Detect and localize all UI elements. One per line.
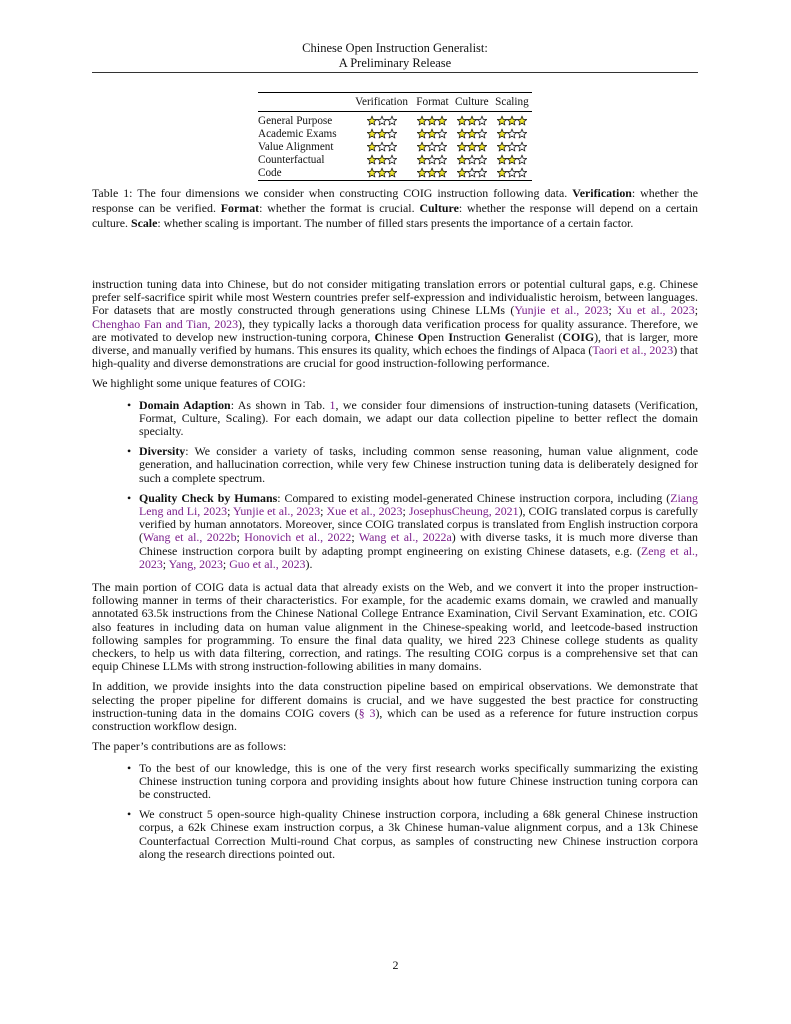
star-rating-cell: [350, 141, 413, 154]
contributions-list: [92, 762, 698, 861]
table-corner-cell: [258, 93, 350, 112]
filled-star-icon: [457, 129, 467, 138]
star-rating: [497, 154, 527, 165]
star-rating-cell: [452, 112, 492, 129]
star-rating: [497, 141, 527, 152]
filled-star-icon: [457, 155, 467, 164]
paragraph-intro: instruction tuning data into Chinese, but do not consider mitigating translation errors or potential cultural gaps, e.g. Chinese prefer self-sacrifice spirit while most Western countries prefer self-expression and individualistic heroism, between languages. For datasets that are mostly constructed through generations using Chinese LLMs (Yunjie et al., 2023; Xu et al., 2023; Chenghao Fan and Tian, 2023), they typically lacks a thorough data verification process for quality assurance. Therefore, we are motivated to develop new instruction-tuning corpora, Chinese Open Instruction Generalist (COIG), that is larger, more diverse, and manually verified by humans. This ensures its quality, which echoes the findings of Alpaca (Taori et al., 2023) that high-quality and diverse demonstrations are crucial for good instruction-following performance.: [92, 277, 698, 371]
empty-star-icon: [477, 129, 487, 138]
empty-star-icon: [387, 155, 397, 164]
empty-star-icon: [507, 142, 517, 151]
empty-star-icon: [517, 168, 527, 177]
star-rating: [457, 167, 487, 178]
column-header: Culture: [455, 96, 489, 108]
filled-star-icon: [497, 142, 507, 151]
empty-star-icon: [467, 168, 477, 177]
star-rating: [457, 141, 487, 152]
star-rating-cell: [413, 128, 452, 141]
star-rating: [417, 167, 447, 178]
filled-star-icon: [497, 168, 507, 177]
filled-star-icon: [497, 116, 507, 125]
table-row: [258, 128, 532, 141]
empty-star-icon: [467, 155, 477, 164]
list-item: • Diversity: We consider a variety of tasks, including common sense reasoning, human value alignment, code generation, and hallucination correction, while very few Chinese instruction tuning data is deliberately designed for such a complete spectrum.: [139, 445, 698, 485]
filled-star-icon: [367, 142, 377, 151]
star-rating-cell: [492, 141, 532, 154]
filled-star-icon: [377, 155, 387, 164]
star-rating-cell: [350, 112, 413, 129]
header-rule: [92, 72, 698, 73]
paragraph-main-portion: The main portion of COIG data is actual data that already exists on the Web, and we convert it into the proper instruction-following manner in terms of their characteristics. For example, for the academic exams domain, we crawled and manually annotated 63.5k instructions from the Chinese National College Entrance Examination, Civil Servant Examination, etc. COIG also features in including data on human value alignment in the Chinese-speaking world, and leetcode-based instruction following samples for programming. To ensure the final data quality, we hired 223 Chinese college students as quality checkers, to help us with data filtering, correction, and ratings. The resulting COIG corpus is a comprehensive set that can equip Chinese LLMs with strong instruction-following abilities in many domains.: [92, 580, 698, 674]
empty-star-icon: [387, 129, 397, 138]
filled-star-icon: [377, 129, 387, 138]
empty-star-icon: [428, 155, 438, 164]
empty-star-icon: [517, 155, 527, 164]
citation-link[interactable]: Zeng et al., 2023: [139, 543, 698, 571]
row-label: General Purpose: [258, 115, 333, 127]
empty-star-icon: [438, 142, 448, 151]
star-rating: [417, 141, 447, 152]
page-number: 2: [392, 958, 399, 972]
star-rating-cell: [492, 128, 532, 141]
row-label: Academic Exams: [258, 128, 337, 140]
list-item: • To the best of our knowledge, this is one of the very first research works specifically summarizing the existing Chinese instruction tuning corpora and providing insights about how future Chinese instruction tuning corpora can be constructed.: [139, 762, 698, 802]
star-rating-cell: [413, 112, 452, 129]
column-header: Scaling: [495, 96, 529, 108]
filled-star-icon: [418, 142, 428, 151]
table-body: [258, 112, 532, 181]
table-row: [258, 154, 532, 167]
filled-star-icon: [438, 168, 448, 177]
star-rating: [367, 154, 397, 165]
star-rating: [367, 115, 397, 126]
star-rating: [497, 128, 527, 139]
citation-link[interactable]: Taori et al., 2023: [592, 343, 674, 358]
filled-star-icon: [457, 142, 467, 151]
filled-star-icon: [517, 116, 527, 125]
citation-link[interactable]: Chenghao Fan and Tian, 2023: [92, 316, 239, 331]
filled-star-icon: [428, 129, 438, 138]
empty-star-icon: [377, 116, 387, 125]
filled-star-icon: [387, 168, 397, 177]
empty-star-icon: [438, 155, 448, 164]
star-rating-cell: [492, 112, 532, 129]
citation-link[interactable]: JosephusCheung, 2021: [408, 504, 519, 519]
filled-star-icon: [367, 129, 377, 138]
empty-star-icon: [377, 142, 387, 151]
empty-star-icon: [477, 116, 487, 125]
header-title-line2: A Preliminary Release: [338, 56, 452, 70]
filled-star-icon: [457, 116, 467, 125]
filled-star-icon: [418, 116, 428, 125]
dimensions-table: [258, 92, 532, 181]
citation-link[interactable]: Honovich et al., 2022: [244, 530, 352, 545]
star-rating-cell: [350, 167, 413, 181]
column-header: Format: [416, 96, 449, 108]
empty-star-icon: [517, 129, 527, 138]
citation-link[interactable]: Xu et al., 2023: [617, 303, 695, 318]
filled-star-icon: [467, 116, 477, 125]
filled-star-icon: [477, 142, 487, 151]
star-rating: [457, 154, 487, 165]
star-rating-cell: [350, 128, 413, 141]
empty-star-icon: [507, 129, 517, 138]
star-rating-cell: [452, 167, 492, 181]
table-header-row: [258, 93, 532, 112]
star-rating-cell: [413, 167, 452, 181]
filled-star-icon: [467, 142, 477, 151]
star-rating-cell: [452, 141, 492, 154]
star-rating: [367, 141, 397, 152]
star-rating: [457, 128, 487, 139]
table-ref-link[interactable]: 1: [329, 397, 336, 412]
star-rating: [367, 167, 397, 178]
filled-star-icon: [377, 168, 387, 177]
citation-link[interactable]: Yunjie et al., 2023: [233, 504, 321, 519]
empty-star-icon: [428, 142, 438, 151]
filled-star-icon: [428, 168, 438, 177]
paragraph-pipeline: In addition, we provide insights into the data construction pipeline based on empirical observations. We demonstrate that selecting the proper pipeline for different domains is crucial, and we have suggested the best practice for constructing instruction-tuning data in the domains COIG covers (§ 3), which can be used as a reference for future instruction corpus construction workflow design.: [92, 679, 698, 734]
empty-star-icon: [477, 155, 487, 164]
citation-link[interactable]: Xue et al., 2023: [326, 504, 403, 519]
filled-star-icon: [367, 168, 377, 177]
filled-star-icon: [438, 116, 448, 125]
star-rating: [417, 115, 447, 126]
filled-star-icon: [418, 168, 428, 177]
citation-link[interactable]: Wang et al., 2022a: [358, 530, 452, 545]
star-rating: [497, 115, 527, 126]
table-row: [258, 141, 532, 154]
star-rating: [417, 128, 447, 139]
star-rating-cell: [452, 154, 492, 167]
filled-star-icon: [428, 116, 438, 125]
filled-star-icon: [507, 155, 517, 164]
paragraph-features-intro: We highlight some unique features of COIG:: [92, 376, 306, 391]
filled-star-icon: [497, 129, 507, 138]
table-caption: Table 1: The four dimensions we consider when constructing COIG instruction following data. Verification: whether the response can be verified. Format: whether the format is crucial. Culture: whether the response will depend on a certain culture. Scale: whether scaling is important. The number of filled stars presents the importance of a certain factor.: [92, 186, 698, 230]
column-header: Verification: [355, 96, 408, 108]
filled-star-icon: [418, 155, 428, 164]
main-body: [92, 278, 698, 871]
citation-link[interactable]: Guo et al., 2023: [229, 556, 306, 571]
features-list: [92, 399, 698, 571]
filled-star-icon: [418, 129, 428, 138]
paragraph-contributions-intro: The paper’s contributions are as follows:: [92, 739, 287, 754]
filled-star-icon: [367, 116, 377, 125]
empty-star-icon: [387, 142, 397, 151]
row-label: Value Alignment: [258, 141, 334, 153]
filled-star-icon: [467, 129, 477, 138]
header-title-line1: Chinese Open Instruction Generalist:: [302, 41, 488, 55]
star-rating-cell: [413, 154, 452, 167]
table-row: [258, 167, 532, 181]
list-item: • Quality Check by Humans: Compared to existing model-generated Chinese instruction corpora, including (Ziang Leng and Li, 2023; Yunjie et al., 2023; Xue et al., 2023; JosephusCheung, 2021), COIG translated corpus is carefully verified by human annotators. Moreover, since COIG translated corpus is translated from English instruction corpora (Wang et al., 2022b; Honovich et al., 2022; Wang et al., 2022a) with diverse tasks, it is much more diverse than Chinese instruction corpora built by adapting prompt engineering on existing Chinese datasets, e.g. (Zeng et al., 2023; Yang, 2023; Guo et al., 2023).: [139, 492, 698, 571]
citation-link[interactable]: Yunjie et al., 2023: [514, 303, 609, 318]
running-header: [92, 41, 698, 71]
star-rating-cell: [413, 141, 452, 154]
citation-link[interactable]: Ziang Leng and Li, 2023: [139, 490, 698, 519]
filled-star-icon: [367, 155, 377, 164]
section-ref-link[interactable]: § 3: [358, 705, 376, 720]
star-rating-cell: [492, 167, 532, 181]
star-rating-cell: [350, 154, 413, 167]
list-item: • We construct 5 open-source high-quality Chinese instruction corpora, including a 68k general Chinese instruction corpus, a 62k Chinese exam instruction corpus, a 3k Chinese human-value alignment corpus, and a 13k Chinese Counterfactual Correction Multi-round Chat corpus, as samples of constructing new Chinese instruction corpora along the research directions pointed out.: [139, 808, 698, 861]
row-label: Code: [258, 167, 282, 179]
empty-star-icon: [517, 142, 527, 151]
filled-star-icon: [507, 116, 517, 125]
empty-star-icon: [438, 129, 448, 138]
empty-star-icon: [477, 168, 487, 177]
dimensions-table-container: [258, 92, 532, 181]
table-row: [258, 112, 532, 129]
filled-star-icon: [457, 168, 467, 177]
citation-link[interactable]: Wang et al., 2022b: [142, 530, 237, 545]
star-rating-cell: [492, 154, 532, 167]
star-rating: [497, 167, 527, 178]
filled-star-icon: [497, 155, 507, 164]
star-rating: [417, 154, 447, 165]
star-rating: [457, 115, 487, 126]
star-rating-cell: [452, 128, 492, 141]
citation-link[interactable]: Yang, 2023: [168, 556, 223, 571]
empty-star-icon: [387, 116, 397, 125]
star-rating: [367, 128, 397, 139]
empty-star-icon: [507, 168, 517, 177]
list-item: • Domain Adaption: As shown in Tab. 1, we consider four dimensions of instruction-tuning datasets (Verification, Format, Culture, Scaling). For each domain, we adapt our data collection pipeline to better reflect the domain specialty.: [139, 399, 698, 439]
row-label: Counterfactual: [258, 154, 325, 166]
